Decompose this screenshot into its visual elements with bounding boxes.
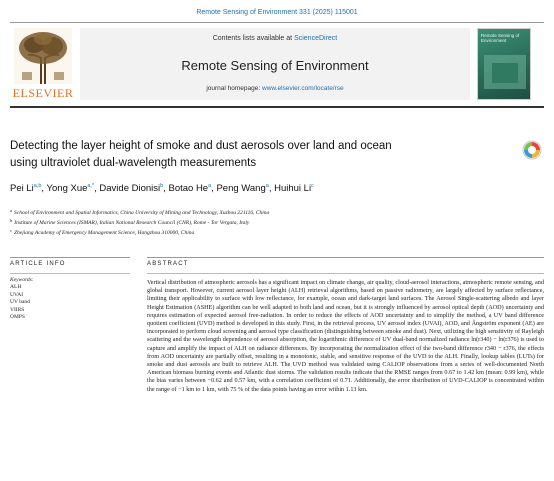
abstract-rule bbox=[147, 273, 544, 274]
affiliations bbox=[10, 207, 544, 237]
author-2[interactable]: Yong Xue$^{a,*}$ bbox=[46, 183, 95, 194]
elsevier-wordmark: ELSEVIER bbox=[12, 86, 74, 100]
author-1[interactable]: Pei Li$^{a,b}$ bbox=[10, 183, 42, 194]
contents-line bbox=[80, 35, 470, 42]
affiliation-c: $^c$ Zhejiang Academy of Emergency Management Science, Hangzhou 310000, China bbox=[10, 228, 195, 236]
abstract-heading: ABSTRACT bbox=[147, 261, 189, 267]
author-5[interactable]: Peng Wang$^a$ bbox=[216, 183, 269, 194]
contents-prefix: Contents lists available at bbox=[212, 35, 295, 42]
keyword-item: ALH bbox=[10, 284, 22, 291]
citation-line[interactable]: Remote Sensing of Environment 331 (2025) 115001 bbox=[196, 9, 358, 16]
article-title bbox=[10, 138, 480, 172]
keyword-item: UVAI bbox=[10, 291, 24, 298]
keywords-label: Keywords: bbox=[10, 277, 34, 283]
affiliation-b: $^b$ Institute of Marine Sciences (ISMAR), Italian National Research Council (CNR), Rome - Tor Vergata, Italy bbox=[10, 218, 250, 226]
keyword-item: UV band bbox=[10, 299, 30, 306]
header-divider bbox=[10, 106, 544, 108]
journal-title[interactable]: Remote Sensing of Environment bbox=[181, 58, 369, 73]
keywords-block bbox=[10, 277, 130, 321]
top-divider bbox=[10, 22, 544, 23]
keyword-item: VIIRS bbox=[10, 306, 25, 313]
author-3[interactable]: Davide Dionisi$^b$ bbox=[99, 183, 164, 194]
journal-cover-image[interactable] bbox=[477, 28, 531, 100]
homepage-prefix: journal homepage: bbox=[206, 85, 262, 92]
title-line-2: using ultraviolet dual-wavelength measurements bbox=[10, 157, 257, 169]
author-4[interactable]: Botao He$^a$ bbox=[168, 183, 212, 194]
article-info-top-rule bbox=[10, 257, 130, 258]
homepage-line bbox=[80, 85, 470, 92]
journal-header bbox=[80, 28, 470, 100]
crossmark-icon[interactable] bbox=[522, 140, 542, 160]
cover-title: Remote Sensing of Environment bbox=[481, 33, 520, 43]
elsevier-logo[interactable] bbox=[10, 28, 76, 100]
abstract-top-rule bbox=[147, 257, 544, 258]
article-info-heading: ARTICLE INFO bbox=[10, 261, 66, 267]
cover-graphic-inner bbox=[492, 63, 518, 83]
author-6[interactable]: Huihui Li$^c$ bbox=[274, 183, 314, 194]
article-info-rule bbox=[10, 273, 130, 274]
title-line-1: Detecting the layer height of smoke and dust aerosols over land and ocean bbox=[10, 140, 392, 152]
elsevier-tree-icon bbox=[14, 28, 72, 84]
affiliation-a: $^a$ School of Environment and Spatial Informatics, China University of Mining and Technology, Xuzhou 221116, China bbox=[10, 208, 270, 216]
homepage-link[interactable]: www.elsevier.com/locate/rse bbox=[262, 85, 344, 92]
abstract-text: Vertical distribution of atmospheric aerosols has a significant impact on climate change, air quality, cloud-aerosol interactions, atmospheric remote sensing, and global transport. However, current aerosol layer height (ALH) retrieval algorithms, based on passive radiometry, are largely affected by surface reflectance, limiting their applicability to surface with low reflectance, for example, ocean and dark-target land surfaces. The Aerosol Single-scattering albedo and layer Height Estimation (ASHE) algorithm can be well adapted to both land and ocean, but it is strongly influenced by aerosol optical depth (AOD) uncertainty and requires estimation of expected aerosol free-radiation. In order to reduce the effects of AOD uncertainty and to simplify the method, a UV band difference quotient coefficient (UVD) method is developed in this study. First, in the retrieval process, UV aerosol index (UVAI), AOD, and Ångström exponent (AE) are incorporated to perform cloud screening and aerosol type classification (distinguishing between smoke and dust). Next, utilizing the high sensitivity of Rayleigh scattering and the wavelength dependence of aerosol absorption, the logarithmic difference of UV dual-band normalized radiance ln(r340) − ln(r376) is used to capture and amplify the impact of ALH on radiance differences. By incorporating the normalization effect of the two-band difference r340 − r376, the effects from AOD uncertainty are partially offset, resulting in a monotonic, stable, and sensitive response of the UVD to the ALH. Finally, lookup tables (LUTs) for smoke and dust aerosols are built to retrieve ALH. The UVD method was validated using CALIOP observations from a series of well-documented North American biomass burning events and Atlantic dust storms. The validation results indicate that the RMSE ranges from 0.67 to 1.42 km (mean: 0.99 km), while the bias varies between −0.62 and 0.57 km, with a correlation coefficient of 0.71. Additionally, the error distribution of UVD-CALIOP is concentrated within the range of −1 km to 1 km, with 75 % of the data points having an error within 1.13 km. bbox=[147, 279, 544, 393]
author-list: Pei Li$^{a,b}$, Yong Xue$^{a,*}$, Davide Dionisi$^b$, Botao He$^a$, Peng Wang$^a$, Huihui Li$^c$ bbox=[10, 183, 314, 194]
keyword-item: OMPS bbox=[10, 314, 25, 321]
sciencedirect-link[interactable]: ScienceDirect bbox=[294, 35, 338, 42]
